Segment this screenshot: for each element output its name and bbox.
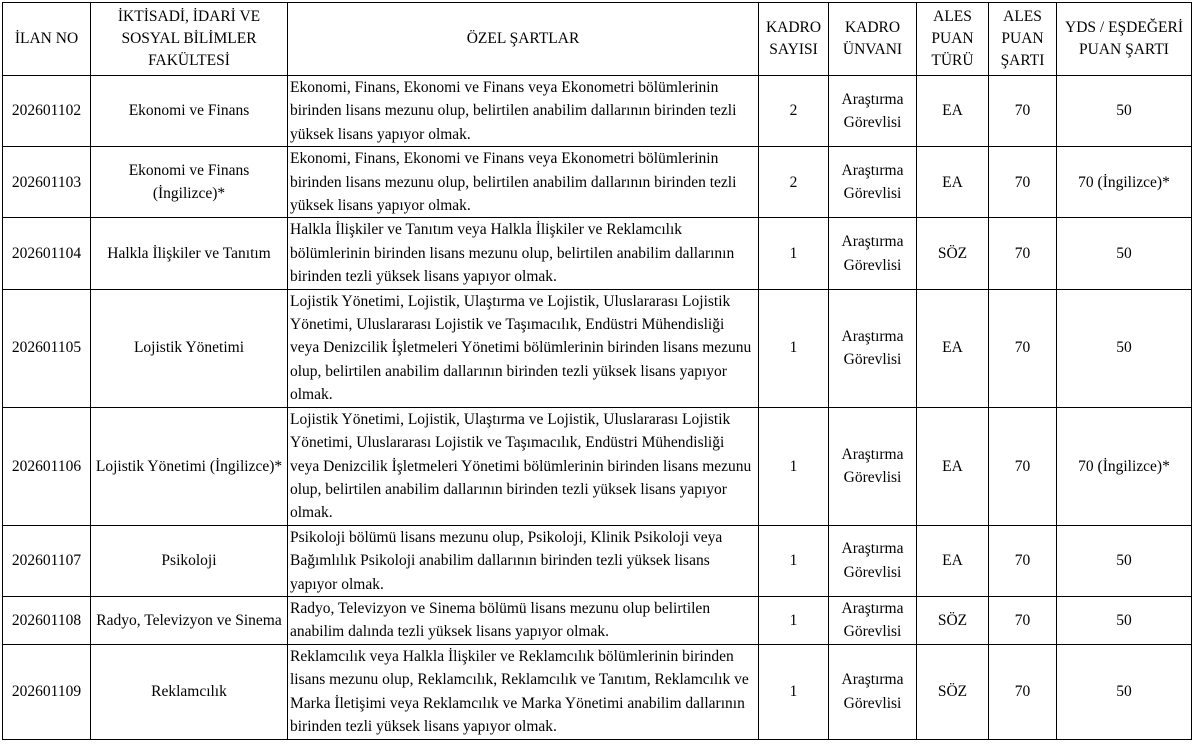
ilan-no-cell: 202601103 [3, 147, 91, 218]
table-row [3, 289, 1192, 407]
yds-puan-sarti-cell: 50 [1057, 76, 1192, 147]
ales-puan-turu-cell: EA [917, 76, 989, 147]
header-ales-puan-turu: ALES PUAN TÜRÜ [917, 3, 989, 76]
table-row [3, 218, 1192, 289]
kadro-unvani-cell: Araştırma Görevlisi [829, 644, 917, 739]
kadro-sayisi-cell: 1 [759, 407, 829, 525]
ales-puan-turu-cell: SÖZ [917, 596, 989, 644]
ilan-no-cell: 202601106 [3, 407, 91, 525]
table-row [3, 147, 1192, 218]
sartlar-cell: Psikoloji bölümü lisans mezunu olup, Psikoloji, Klinik Psikoloji veya Bağımlılık Psikoloji anabilim dallarının birinden tezli yüksek lisans yapıyor olmak. [288, 525, 759, 596]
kadro-unvani-cell: Araştırma Görevlisi [829, 218, 917, 289]
ales-puan-sarti-cell: 70 [989, 289, 1057, 407]
ilan-no-cell: 202601107 [3, 525, 91, 596]
sartlar-cell: Lojistik Yönetimi, Lojistik, Ulaştırma ve Lojistik, Uluslararası Lojistik Yönetimi, Uluslararası Lojistik ve Taşımacılık, Endüstri Mühendisliği veya Denizcilik İşletmeleri Yönetimi bölümlerinin birinden lisans mezunu olup, belirtilen anabilim dallarının birinden tezli yüksek lisans yapıyor olmak. [288, 289, 759, 407]
kadro-unvani-cell: Araştırma Görevlisi [829, 147, 917, 218]
yds-puan-sarti-cell: 70 (İngilizce)* [1057, 147, 1192, 218]
sartlar-cell: Lojistik Yönetimi, Lojistik, Ulaştırma ve Lojistik, Uluslararası Lojistik Yönetimi, Uluslararası Lojistik ve Taşımacılık, Endüstri Mühendisliği veya Denizcilik İşletmeleri Yönetimi bölümlerinin birinden lisans mezunu olup, belirtilen anabilim dallarının birinden tezli yüksek lisans yapıyor olmak. [288, 407, 759, 525]
sartlar-cell: Reklamcılık veya Halkla İlişkiler ve Reklamcılık bölümlerinin birinden lisans mezunu olup, Reklamcılık, Reklamcılık ve Tanıtım, Reklamcılık ve Marka İletişimi veya Reklamcılık ve Marka Yönetimi anabilim dallarının birinden tezli yüksek lisans yapıyor olmak. [288, 644, 759, 739]
ilan-no-cell: 202601108 [3, 596, 91, 644]
kadro-unvani-cell: Araştırma Görevlisi [829, 76, 917, 147]
job-listing-table [2, 2, 1192, 740]
ales-puan-turu-cell: EA [917, 147, 989, 218]
kadro-unvani-cell: Araştırma Görevlisi [829, 596, 917, 644]
table-row [3, 644, 1192, 739]
header-ozel-sartlar: ÖZEL ŞARTLAR [288, 3, 759, 76]
bolum-cell: Halkla İlişkiler ve Tanıtım [91, 218, 288, 289]
header-kadro-unvani: KADRO ÜNVANI [829, 3, 917, 76]
kadro-unvani-cell: Araştırma Görevlisi [829, 525, 917, 596]
yds-puan-sarti-cell: 50 [1057, 525, 1192, 596]
kadro-unvani-cell: Araştırma Görevlisi [829, 407, 917, 525]
ilan-no-cell: 202601102 [3, 76, 91, 147]
sartlar-cell: Ekonomi, Finans, Ekonomi ve Finans veya Ekonometri bölümlerinin birinden lisans mezunu olup, belirtilen anabilim dallarının birinden tezli yüksek lisans yapıyor olmak. [288, 147, 759, 218]
ales-puan-turu-cell: EA [917, 525, 989, 596]
kadro-unvani-cell: Araştırma Görevlisi [829, 289, 917, 407]
ilan-no-cell: 202601105 [3, 289, 91, 407]
header-ales-puan-sarti: ALES PUAN ŞARTI [989, 3, 1057, 76]
ales-puan-turu-cell: EA [917, 407, 989, 525]
ales-puan-sarti-cell: 70 [989, 596, 1057, 644]
kadro-sayisi-cell: 1 [759, 525, 829, 596]
yds-puan-sarti-cell: 50 [1057, 218, 1192, 289]
ales-puan-sarti-cell: 70 [989, 147, 1057, 218]
kadro-sayisi-cell: 1 [759, 596, 829, 644]
bolum-cell: Radyo, Televizyon ve Sinema [91, 596, 288, 644]
header-fakulte: İKTİSADİ, İDARİ VE SOSYAL BİLİMLER FAKÜLTESİ [91, 3, 288, 76]
bolum-cell: Ekonomi ve Finans (İngilizce)* [91, 147, 288, 218]
sartlar-cell: Halkla İlişkiler ve Tanıtım veya Halkla İlişkiler ve Reklamcılık bölümlerinin birinden lisans mezunu olup, belirtilen anabilim dallarının birinden tezli yüksek lisans yapıyor olmak. [288, 218, 759, 289]
yds-puan-sarti-cell: 50 [1057, 596, 1192, 644]
ales-puan-turu-cell: SÖZ [917, 644, 989, 739]
ales-puan-sarti-cell: 70 [989, 644, 1057, 739]
yds-puan-sarti-cell: 50 [1057, 289, 1192, 407]
bolum-cell: Lojistik Yönetimi [91, 289, 288, 407]
ales-puan-sarti-cell: 70 [989, 407, 1057, 525]
kadro-sayisi-cell: 2 [759, 76, 829, 147]
header-kadro-sayisi: KADRO SAYISI [759, 3, 829, 76]
sartlar-cell: Radyo, Televizyon ve Sinema bölümü lisans mezunu olup belirtilen anabilim dalında tezli yüksek lisans yapıyor olmak. [288, 596, 759, 644]
bolum-cell: Ekonomi ve Finans [91, 76, 288, 147]
yds-puan-sarti-cell: 50 [1057, 644, 1192, 739]
kadro-sayisi-cell: 1 [759, 218, 829, 289]
yds-puan-sarti-cell: 70 (İngilizce)* [1057, 407, 1192, 525]
header-yds-puan-sarti: YDS / EŞDEĞERİ PUAN ŞARTI [1057, 3, 1192, 76]
bolum-cell: Lojistik Yönetimi (İngilizce)* [91, 407, 288, 525]
kadro-sayisi-cell: 1 [759, 644, 829, 739]
ilan-no-cell: 202601109 [3, 644, 91, 739]
bolum-cell: Psikoloji [91, 525, 288, 596]
kadro-sayisi-cell: 1 [759, 289, 829, 407]
ilan-no-cell: 202601104 [3, 218, 91, 289]
ales-puan-turu-cell: EA [917, 289, 989, 407]
ales-puan-sarti-cell: 70 [989, 76, 1057, 147]
ales-puan-sarti-cell: 70 [989, 218, 1057, 289]
table-row [3, 407, 1192, 525]
ales-puan-sarti-cell: 70 [989, 525, 1057, 596]
table-row [3, 76, 1192, 147]
bolum-cell: Reklamcılık [91, 644, 288, 739]
header-ilan-no: İLAN NO [3, 3, 91, 76]
sartlar-cell: Ekonomi, Finans, Ekonomi ve Finans veya Ekonometri bölümlerinin birinden lisans mezunu olup, belirtilen anabilim dallarının birinden tezli yüksek lisans yapıyor olmak. [288, 76, 759, 147]
table-row [3, 596, 1192, 644]
header-row [3, 3, 1192, 76]
table-row [3, 525, 1192, 596]
ales-puan-turu-cell: SÖZ [917, 218, 989, 289]
kadro-sayisi-cell: 2 [759, 147, 829, 218]
